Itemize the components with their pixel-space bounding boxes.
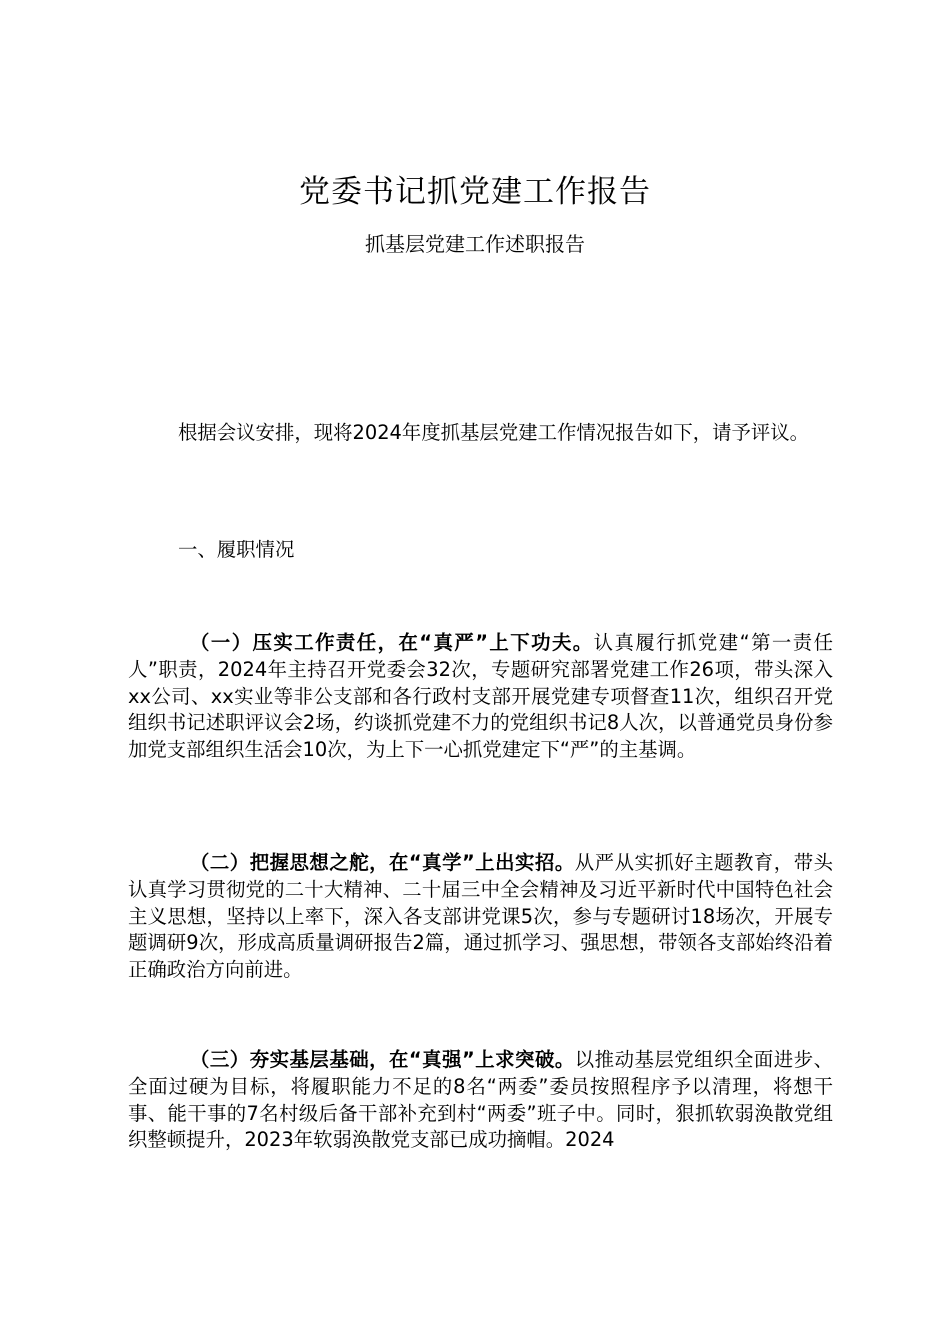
paragraph-item-2 — [128, 850, 833, 984]
item-heading: （三）夯实基层基础，在“真强”上求突破。 — [190, 1048, 575, 1071]
paragraph-item-3 — [128, 1047, 833, 1154]
paragraph-item-1 — [128, 630, 833, 764]
item-body: 以推动基层党组织全面进步、全面过硬为目标，将履职能力不足的8名“两委”委员按照程序予以清理，将想干事、能干事的7名村级后备干部补充到村“两委”班子中。同时，狠抓软弱涣散党组织整顿提升，2023年软弱涣散党支部已成功摘帽。2024 — [128, 1048, 833, 1152]
document-title: 党委书记抓党建工作报告 — [299, 174, 651, 210]
document-subtitle: 抓基层党建工作述职报告 — [365, 232, 585, 256]
section-heading: 一、履职情况 — [178, 538, 295, 561]
item-heading: （一）压实工作责任，在“真严”上下功夫。 — [190, 631, 594, 654]
item-body: 认真履行抓党建“第一责任人”职责，2024年主持召开党委会32次，专题研究部署党建工作26项，带头深入xx公司、xx实业等非公支部和各行政村支部开展党建专项督查11次，组织召开党组织书记述职评议会2场，约谈抓党建不力的党组织书记8人次，以普通党员身份参加党支部组织生活会10次，为上下一心抓党建定下“严”的主基调。 — [128, 631, 833, 762]
item-heading: （二）把握思想之舵，在“真学”上出实招。 — [190, 851, 575, 874]
item-body: 从严从实抓好主题教育，带头认真学习贯彻党的二十大精神、二十届三中全会精神及习近平新时代中国特色社会主义思想，坚持以上率下，深入各支部讲党课5次，参与专题研讨18场次，开展专题调研9次，形成高质量调研报告2篇，通过抓学习、强思想，带领各支部始终沿着正确政治方向前进。 — [128, 851, 833, 982]
intro-paragraph: 根据会议安排，现将2024年度抓基层党建工作情况报告如下，请予评议。 — [178, 421, 810, 444]
